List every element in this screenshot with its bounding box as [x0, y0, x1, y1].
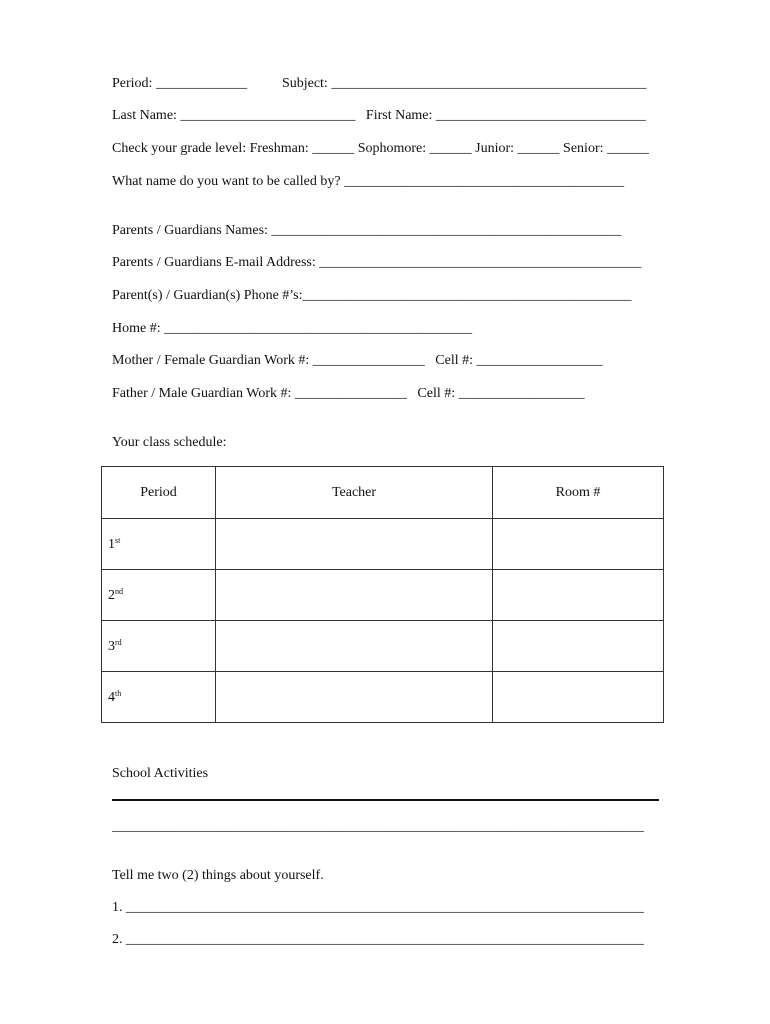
guardian-phone-line[interactable]: Parent(s) / Guardian(s) Phone #’s:_______________________________________________ [112, 288, 632, 303]
period-number: 4 [108, 689, 115, 705]
period-cell [102, 519, 216, 570]
teacher-cell[interactable] [216, 672, 493, 723]
period-cell [102, 570, 216, 621]
about-item-1-line[interactable]: 1. __________________________________________________________________________ [112, 900, 644, 915]
preferred-name-line[interactable]: What name do you want to be called by? ________________________________________ [112, 174, 625, 189]
table-row [102, 621, 664, 672]
activities-answer-rule[interactable] [112, 799, 659, 801]
guardian-email-line[interactable]: Parents / Guardians E-mail Address: ______________________________________________ [112, 255, 642, 270]
about-yourself-label: Tell me two (2) things about yourself. [112, 868, 324, 883]
period-number: 1 [108, 536, 115, 552]
father-work-line[interactable]: Father / Male Guardian Work #: ________________ Cell #: __________________ [112, 386, 585, 401]
period-ordinal: nd [115, 586, 123, 596]
room-cell[interactable] [493, 672, 664, 723]
about-item-2-line[interactable]: 2. __________________________________________________________________________ [112, 932, 644, 947]
room-header: Room # [493, 467, 664, 519]
teacher-cell[interactable] [216, 570, 493, 621]
home-phone-line[interactable]: Home #: ____________________________________________ [112, 321, 473, 336]
room-cell[interactable] [493, 570, 664, 621]
school-activities-label: School Activities [112, 766, 209, 781]
period-subject-line[interactable]: Period: _____________ Subject: _____________________________________________ [112, 76, 647, 91]
schedule-label: Your class schedule: [112, 435, 227, 450]
period-ordinal: rd [115, 637, 122, 647]
teacher-cell[interactable] [216, 621, 493, 672]
table-header-row [102, 467, 664, 519]
table-row [102, 570, 664, 621]
room-cell[interactable] [493, 621, 664, 672]
activities-blank-line[interactable]: ____________________________________________________________________________ [112, 819, 644, 834]
period-ordinal: st [115, 535, 121, 545]
grade-level-line[interactable]: Check your grade level: Freshman: ______ Sophomore: ______ Junior: ______ Senior: ______ [112, 141, 649, 156]
table-row [102, 672, 664, 723]
room-cell[interactable] [493, 519, 664, 570]
teacher-cell[interactable] [216, 519, 493, 570]
period-number: 2 [108, 587, 115, 603]
period-cell [102, 621, 216, 672]
period-header: Period [102, 467, 216, 519]
name-line[interactable]: Last Name: _________________________ First Name: ______________________________ [112, 108, 646, 123]
guardian-names-line[interactable]: Parents / Guardians Names: __________________________________________________ [112, 223, 622, 238]
period-number: 3 [108, 638, 115, 654]
teacher-header: Teacher [216, 467, 493, 519]
mother-work-line[interactable]: Mother / Female Guardian Work #: ________________ Cell #: __________________ [112, 353, 603, 368]
period-cell [102, 672, 216, 723]
period-ordinal: th [115, 688, 122, 698]
class-schedule-table [101, 466, 664, 723]
table-row [102, 519, 664, 570]
